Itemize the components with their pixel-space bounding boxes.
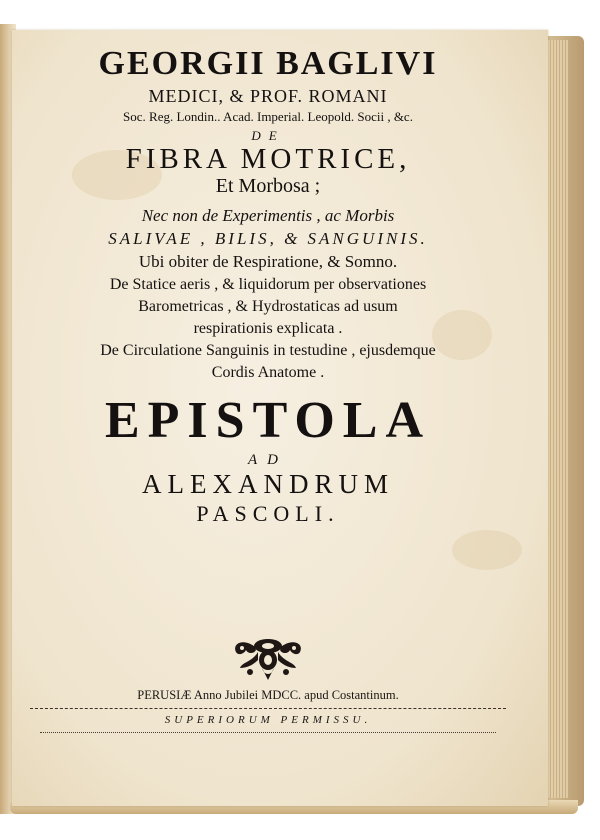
subject-fluids: SALIVAE , BILIS, & SANGUINIS. <box>108 229 428 248</box>
subject-statice-3: respirationis explicata . <box>193 320 343 337</box>
ad-label: AD <box>248 452 288 468</box>
subject-statice-1: De Statice aeris , & liquidorum per observationes <box>109 276 427 293</box>
paper-stain <box>452 530 522 570</box>
title-block <box>28 44 508 528</box>
recipient-first-name: ALEXANDRUM <box>142 469 394 499</box>
subject-experimentis: Nec non de Experimentis , ac Morbis <box>141 206 395 225</box>
permission-line: SUPERIORUM PERMISSU. <box>164 714 372 726</box>
author-societies: Soc. Reg. Londin.. Acad. Imperial. Leopold. Socii , &c. <box>123 109 413 124</box>
subject-circulatione-2: Cordis Anatome . <box>211 364 325 381</box>
epistola-heading: EPISTOLA <box>104 392 432 449</box>
recipient-last-name: PASCOLI. <box>196 501 340 526</box>
bottom-rule <box>40 732 496 733</box>
title-de: DE <box>251 128 285 143</box>
subject-respiratione: Ubi obiter de Respiratione, & Somno. <box>138 252 398 271</box>
subject-statice-2: Barometricas , & Hydrostaticas ad usum <box>138 298 398 315</box>
title-main: FIBRA MOTRICE, <box>125 143 411 175</box>
title-sub: Et Morbosa ; <box>215 175 321 197</box>
imprint-line: PERUSIÆ Anno Jubilei MDCC. apud Costantinum. <box>137 688 399 702</box>
book-page-edges-lines <box>548 40 568 798</box>
floral-ornament-icon <box>228 636 308 682</box>
author-credentials: MEDICI, & PROF. ROMANI <box>148 86 388 106</box>
subject-circulatione-1: De Circulatione Sanguinis in testudine , ejusdemque <box>100 342 436 359</box>
author-name: GEORGII BAGLIVI <box>98 45 438 82</box>
divider-rule <box>30 708 506 709</box>
